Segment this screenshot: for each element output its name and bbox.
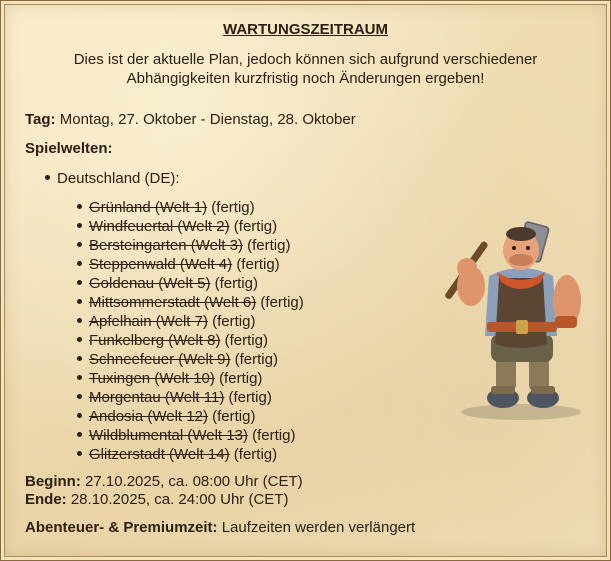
world-name: Wildblumental (Welt 13): [89, 427, 248, 444]
bullet-icon: [77, 318, 82, 323]
world-item: [77, 293, 304, 312]
world-item: [77, 198, 304, 217]
world-item: [77, 369, 304, 388]
world-name: Glitzerstadt (Welt 14): [89, 446, 230, 463]
end-label: Ende:: [25, 491, 67, 508]
begin-label: Beginn:: [25, 473, 81, 490]
world-item: [77, 217, 304, 236]
world-status: (fertig): [233, 218, 278, 235]
world-status: (fertig): [260, 294, 304, 311]
region-item: [45, 170, 180, 187]
world-list: [77, 198, 304, 464]
begin-line: [25, 473, 303, 490]
world-item: [77, 407, 304, 426]
day-value: Montag, 27. Oktober - Dienstag, 28. Oktober: [59, 111, 356, 128]
world-name: Morgentau (Welt 11): [89, 389, 225, 406]
world-item: [77, 274, 304, 293]
bullet-icon: [77, 356, 82, 361]
end-line: [25, 491, 288, 508]
page-title: WARTUNGSZEITRAUM: [223, 21, 388, 38]
bullet-icon: [77, 261, 82, 266]
world-status: (fertig): [214, 275, 258, 292]
day-line: [25, 111, 356, 128]
adventure-line: [25, 519, 415, 536]
world-name: Mittsommerstadt (Welt 6): [89, 294, 257, 311]
world-status: (fertig): [212, 313, 256, 330]
world-name: Funkelberg (Welt 8): [89, 332, 221, 349]
bullet-icon: [77, 375, 82, 380]
bullet-icon: [77, 280, 82, 285]
bullet-icon: [77, 242, 82, 247]
world-status: (fertig): [233, 446, 278, 463]
bullet-icon: [77, 204, 82, 209]
world-status: (fertig): [228, 389, 272, 406]
world-name: Steppenwald (Welt 4): [89, 256, 233, 273]
world-status: (fertig): [247, 237, 291, 254]
world-status: (fertig): [219, 370, 263, 387]
bullet-icon: [77, 299, 82, 304]
world-item: [77, 388, 304, 407]
world-status: (fertig): [236, 256, 280, 273]
world-item: [77, 236, 304, 255]
bullet-icon: [77, 413, 82, 418]
bullet-icon: [77, 223, 82, 228]
adventure-label: Abenteuer- & Premiumzeit:: [25, 519, 218, 536]
world-name: Bersteingarten (Welt 3): [89, 237, 243, 254]
world-name: Tuxingen (Welt 10): [89, 370, 215, 387]
day-label: Tag:: [25, 111, 56, 128]
bullet-icon: [77, 337, 82, 342]
world-name: Windfeuertal (Welt 2): [89, 218, 230, 235]
bullet-icon: [77, 432, 82, 437]
end-value: 28.10.2025, ca. 24:00 Uhr (CET): [70, 491, 289, 508]
world-name: Apfelhain (Welt 7): [89, 313, 208, 330]
world-item: [77, 350, 304, 369]
world-status: (fertig): [212, 408, 256, 425]
region-label: Deutschland (DE):: [57, 170, 180, 187]
world-name: Schneefeuer (Welt 9): [89, 351, 231, 368]
intro-text: Dies ist der aktuelle Plan, jedoch können sich aufgrund verschiedener Abhängigkeiten kurzfristig noch Änderungen ergeben!: [73, 51, 538, 87]
world-name: Andosia (Welt 12): [89, 408, 208, 425]
world-name: Grünland (Welt 1): [89, 199, 208, 216]
world-item: [77, 331, 304, 350]
bullet-icon: [77, 451, 82, 456]
world-status: (fertig): [234, 351, 278, 368]
world-item: [77, 426, 304, 445]
bullet-icon: [45, 175, 50, 180]
world-status: (fertig): [224, 332, 268, 349]
begin-value: 27.10.2025, ca. 08:00 Uhr (CET): [85, 473, 303, 490]
world-status: (fertig): [211, 199, 255, 216]
bullet-icon: [77, 394, 82, 399]
world-item: [77, 445, 304, 464]
blacksmith-illustration: [441, 216, 591, 426]
world-status: (fertig): [252, 427, 296, 444]
world-item: [77, 312, 304, 331]
adventure-value: Laufzeiten werden verlängert: [221, 519, 416, 536]
worlds-heading: Spielwelten:: [25, 140, 113, 157]
world-name: Goldenau (Welt 5): [89, 275, 211, 292]
world-item: [77, 255, 304, 274]
